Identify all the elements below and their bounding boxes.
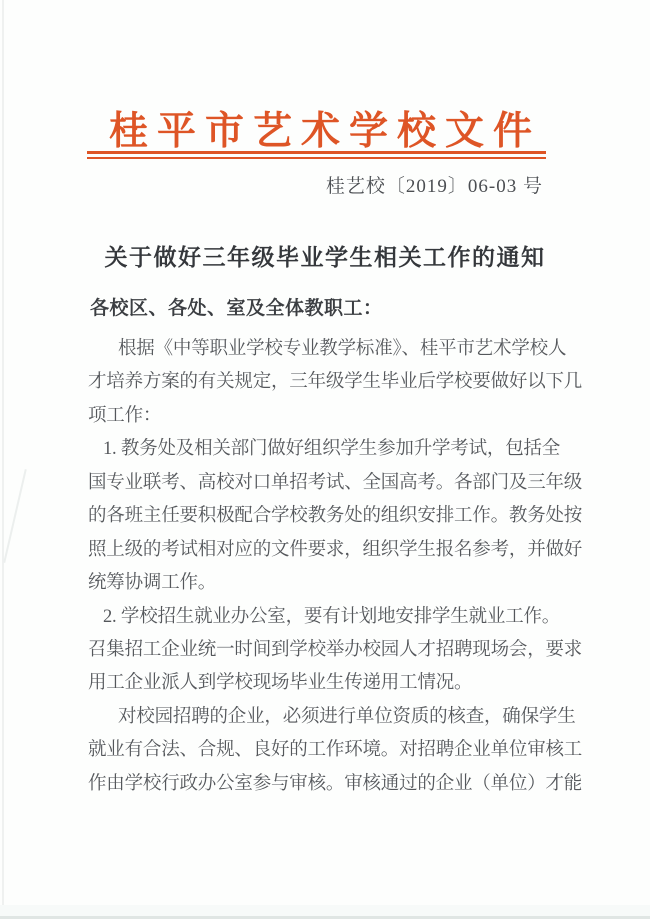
body-line: 对校园招聘的企业，必须进行单位资质的核查，确保学生 — [118, 706, 576, 727]
letterhead-title: 桂平市艺术学校文件 — [108, 110, 541, 153]
body-line: 根据《中等职业学校专业教学标准》、桂平市艺术学校人 — [118, 339, 567, 359]
doc-number: 桂艺校〔2019〕06-03 号 — [325, 176, 543, 197]
body-line: 召集招工企业统一时间到学校举办校园人才招聘现场会，要求 — [88, 639, 583, 660]
scan-crease-mark — [3, 469, 27, 563]
body-line: 1. 教务处及相关部门做好组织学生参加升学考试，包括全 — [103, 439, 561, 460]
body-line: 用工企业派人到学校现场毕业生传递用工情况。 — [88, 673, 473, 694]
body-line: 的各班主任要积极配合学校教务处的组织安排工作。教务处按 — [88, 506, 583, 527]
document-body — [88, 333, 583, 801]
body-line: 国专业联考、高校对口单招考试、全国高考。各部门及三年级 — [88, 472, 583, 493]
body-line: 2. 学校招生就业办公室，要有计划地安排学生就业工作。 — [103, 606, 561, 627]
salutation: 各校区、各处、室及全体教职工： — [90, 298, 383, 319]
body-line: 照上级的考试相对应的文件要求，组织学生报名参考，并做好 — [88, 539, 583, 560]
red-double-rule — [87, 151, 546, 159]
body-line: 就业有合法、合规、良好的工作环境。对招聘企业单位审核工 — [88, 740, 583, 761]
subject-title: 关于做好三年级毕业学生相关工作的通知 — [104, 244, 546, 270]
body-line: 作由学校行政办公室参与审核。审核通过的企业（单位）才能 — [88, 773, 583, 794]
body-line: 统筹协调工作。 — [88, 573, 217, 594]
body-line: 才培养方案的有关规定，三年级学生毕业后学校要做好以下几 — [88, 372, 583, 393]
body-line: 项工作： — [88, 405, 162, 426]
